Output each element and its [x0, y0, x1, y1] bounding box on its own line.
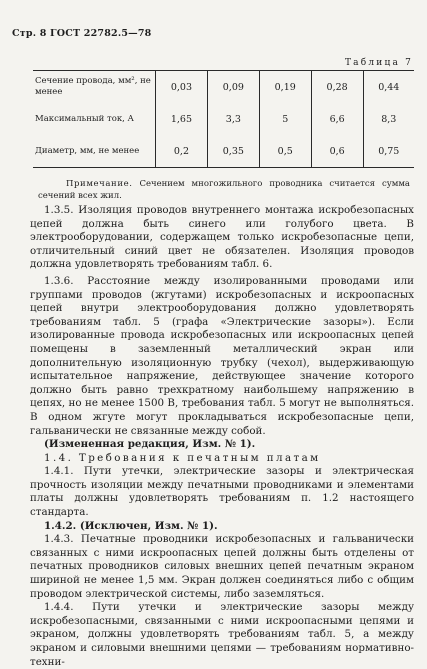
- section-heading-1-4: 1.4. Требования к печатным платам: [44, 451, 321, 464]
- table-cell: 0,44: [363, 71, 414, 104]
- wire-spec-table: [33, 70, 414, 168]
- table-cell: 0,19: [259, 71, 311, 104]
- table-cell: 0,5: [259, 135, 311, 168]
- paragraph-1-4-3: 1.4.3. Печатные проводники искробезопасных и гальванически связанных с ними искроопасных цепей должны быть отделены от печатных проводников силовых внешних цепей печатным экраном шириной не менее 1,5 мм. Экран должен соединяться либо с общим проводом электрической системы, либо заземляться.: [30, 533, 414, 600]
- amendment-note: (Измененная редакция, Изм. № 1).: [44, 438, 256, 451]
- paragraph-1-4-1: 1.4.1. Пути утечки, электрические зазоры и электрическая прочность изоляции между печатными проводниками и элементами платы должны удовлетворять требованиям п. 1.2 настоящего стандарта.: [30, 465, 414, 519]
- table-cell: 6,6: [311, 103, 363, 135]
- note-text: Сечением многожильного проводника считается сумма сечений всех жил.: [38, 179, 410, 201]
- row-label: Сечение провода, мм², не менее: [35, 76, 151, 97]
- table-cell: 0,6: [311, 135, 363, 168]
- table-cell: 0,2: [156, 135, 208, 168]
- paragraph-1-4-4: 1.4.4. Пути утечки и электрические зазоры между искробезопасными, связанными с ними искроопасными цепями и экраном, должны удовлетворять требованиям табл. 5, а между экраном и силовыми внешними цепями — требованиям нормативно-техни-: [30, 601, 414, 668]
- table-cell: 0,35: [207, 135, 259, 168]
- table-cell: 1,65: [156, 103, 208, 135]
- table-cell: 5: [259, 103, 311, 135]
- table-cell: 0,28: [311, 71, 363, 104]
- table-label: Таблица 7: [344, 58, 413, 68]
- table-cell: 3,3: [207, 103, 259, 135]
- paragraph-1-3-6: 1.3.6. Расстояние между изолированными проводами или группами проводов (жгутами) искробезопасных и искроопасных цепей внутри электрооборудования должно удовлетворять требованиям табл. 5 (графа «Электрические зазоры»). Если изолированные провода искробезопасных или искроопасных цепей помещены в заземленный металлический экран или дополнительную изоляционную трубку (чехол), выдерживающую испытательное напряжение, действующее значение которого должно быть равно трехкратному наибольшему напряжению в цепях, но не менее 1500 В, требования табл. 5 могут не выполняться. В одном жгуте могут прокладываться искробезопасные цепи, гальванически не связанные между собой.: [30, 274, 414, 437]
- row-label: Максимальный ток, А: [35, 113, 134, 124]
- table-cell: 0,09: [207, 71, 259, 104]
- note-lead: Примечание.: [66, 179, 133, 189]
- table-row: [33, 71, 414, 104]
- paragraph-1-4-2: 1.4.2. (Исключен, Изм. № 1).: [44, 519, 218, 532]
- row-label: Диаметр, мм, не менее: [35, 145, 140, 156]
- page-header: Стр. 8 ГОСТ 22782.5—78: [12, 28, 152, 39]
- table-cell: 0,03: [156, 71, 208, 104]
- table-cell: 8,3: [363, 103, 414, 135]
- table-row: [33, 103, 414, 135]
- table-cell: 0,75: [363, 135, 414, 168]
- table-row: [33, 135, 414, 168]
- table-note: [38, 178, 410, 202]
- body-text: [30, 204, 414, 669]
- paragraph-1-3-5: 1.3.5. Изоляция проводов внутреннего монтажа искробезопасных цепей должна быть синего или голубого цвета. В электрооборудовании, содержащем только искробезопасные цепи, отличительный синий цвет не обязателен. Изоляция проводов должна удовлетворять требованиям табл. 6.: [30, 204, 414, 271]
